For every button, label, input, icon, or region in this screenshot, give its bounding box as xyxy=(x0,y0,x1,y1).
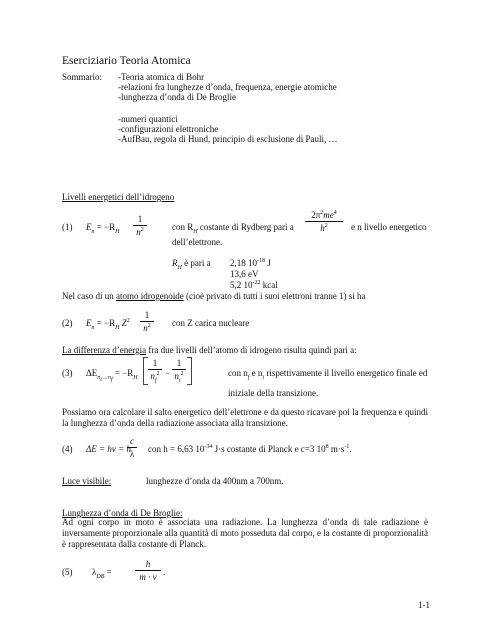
difference-link: La differenza d’energia xyxy=(62,345,147,355)
eq4-fraction: c λ xyxy=(127,436,137,459)
summary-item: -configurazioni elettroniche xyxy=(118,124,219,134)
difference-intro: La differenza d’energia fra due livelli dell’atomo di idrogeno risulta quindi pari a: xyxy=(62,345,357,355)
summary-item: -Teoria atomica di Bohr xyxy=(118,72,205,82)
eq5-end: . xyxy=(163,567,166,577)
eq4-text: con h = 6,63 $10^{-34}$ J·s costante di Planck e c=3 $10^8$ $m\cdot s^{-1}$. xyxy=(148,444,352,454)
eq3-number: (3) xyxy=(62,368,73,378)
eq4-number: (4) xyxy=(62,444,73,454)
visible-light-label: Luce visibile: xyxy=(62,476,112,486)
eq2-fraction: 1 $n^2$ xyxy=(140,310,154,333)
eq3-right-bracket xyxy=(187,357,192,385)
summary-item: -lunghezza d’onda di De Broglie xyxy=(118,92,236,102)
hydrogenoid-link: atomo idrogenoide xyxy=(116,291,184,301)
page-number: 1-1 xyxy=(418,600,430,610)
calc-paragraph: Possiamo ora calcolare il salto energetico dell’elettrone e da questo ricavare poi la frequenza e quindi la lunghezza d’onda della radiazione associata alla transizione. xyxy=(62,407,428,429)
eq1-lhs: $E_n = -R_H$ xyxy=(86,222,120,235)
eq1-fraction: 1 $n^2$ xyxy=(133,214,147,237)
summary-item: -relazioni fra lunghezze d’onda, frequenza, energie atomiche xyxy=(118,82,337,92)
eq3-fraction-initial: 1 $n_i^2$ xyxy=(172,358,186,381)
section-heading-hydrogen: Livelli energetici dell’idrogeno xyxy=(62,192,175,202)
debroglie-paragraph: Ad ogni corpo in moto è associata una radiazione. La lunghezza d’onda di tale radiazione è inversamente proporzionale alla quantità di moto posseduta dal corpo, e la costante di proporzionalità è rappresentata dalla costante di Planck. xyxy=(62,517,428,550)
eq4-expr: ΔE = hν = h xyxy=(86,444,131,454)
eq5-lhs: $\lambda_{DB}$ = xyxy=(92,567,112,580)
section-heading-debroglie: Lunghezza d’onda di De Broglie: xyxy=(62,508,183,518)
rh-label: $R_H$ è pari a xyxy=(172,258,211,271)
eq1-text: con $R_H$ costante di Rydberg pari a xyxy=(172,222,294,235)
eq3-text-line2: iniziale della transizione. xyxy=(228,388,319,398)
summary-item: -numeri quantici xyxy=(118,114,178,124)
eq3-fraction-final: 1 $n_f^2$ xyxy=(148,358,162,381)
eq5-fraction: h m · v xyxy=(135,559,161,582)
summary-item: -AufBau, regola di Hund, principio di esclusione di Pauli, … xyxy=(118,134,338,144)
eq2-lhs: $E_n = -R_H$ $Z^2$ xyxy=(86,318,130,331)
page-title: Eserciziario Teoria Atomica xyxy=(62,55,191,67)
rh-value-joule: 2,18 $10^{-18}$ J xyxy=(230,258,271,268)
rh-value-kcal: 5,2 $10^{-22}$ kcal xyxy=(230,280,278,290)
eq3-minus: − xyxy=(165,368,171,378)
visible-light-text: lunghezze d’onda da 400nm a 700nm. xyxy=(146,476,284,486)
hydrogenoid-sentence: Nel caso di un atomo idrogenoide (cioè privato di tutti i suoi elettroni tranne 1) si ha xyxy=(62,291,366,301)
eq2-number: (2) xyxy=(62,318,73,328)
eq5-number: (5) xyxy=(62,567,73,577)
rh-value-ev: 13,6 eV xyxy=(230,269,259,279)
eq3-text: con $n_f$ e $n_i$ rispettivamente il livello energetico finale ed xyxy=(228,368,428,381)
summary-label: Sommario: xyxy=(62,72,102,82)
eq1-text-line2: dell’elettrone. xyxy=(172,237,223,247)
eq1-number: (1) xyxy=(62,222,73,232)
rydberg-fraction: $2\pi^2me^4$ $h^2$ xyxy=(305,210,343,233)
eq3-lhs: $\Delta E_{n_i\to n_f} = -R_H$ xyxy=(86,368,138,383)
eq2-text: con Z carica nucleare xyxy=(172,318,250,328)
eq1-text-post: e n livello energetico xyxy=(351,222,427,232)
